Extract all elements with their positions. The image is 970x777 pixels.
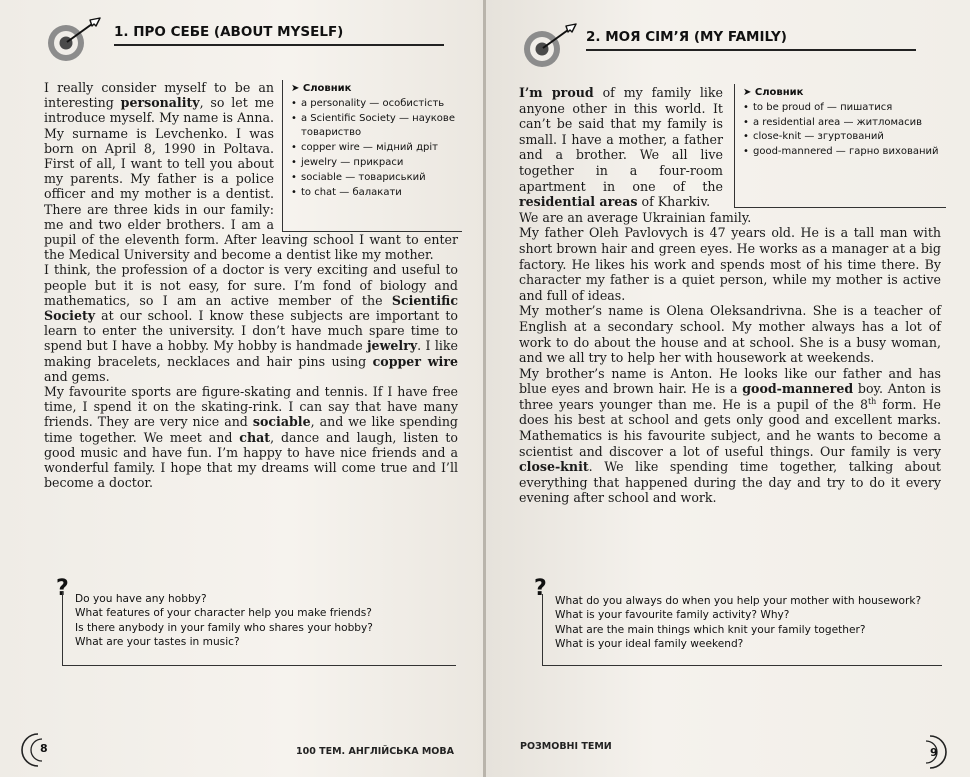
vocab-item: • a Scientific Society — наукове товариство <box>291 112 458 142</box>
title-underline <box>114 44 444 46</box>
superscript: th <box>867 396 877 406</box>
bold-term: good-mannered <box>742 381 854 397</box>
bold-term: copper wire <box>372 353 458 369</box>
bold-term: residential areas <box>519 194 638 210</box>
paragraph: My mother’s name is Olena Oleksandrivna. She is a teacher of English at a secondary school. My mother always has a lot of work to do about the house and at school. She is a busy woman, and we all try to help her with housework at weekends. <box>519 303 941 366</box>
question-item: What are your tastes in music? <box>75 635 240 648</box>
bold-term: I’m proud <box>519 85 594 100</box>
page-title: 1. ПРО СЕБЕ (ABOUT MYSELF) <box>114 24 344 40</box>
paragraph: My favourite sports are figure-skating and tennis. If I have free time, I spend it on the skating-rink. I can say that have many friends. They are very nice and sociable, and we like spending time together. We meet and chat, dance and laugh, listen to good music and have fun. I’m happy to have nice friends and a wonderful family. I hope that my dreams will come true and I’ll become a doctor. <box>44 384 458 491</box>
question-item: What is your ideal family weekend? <box>555 637 744 650</box>
vocab-float-spacer <box>723 85 941 209</box>
page-number: 9 <box>930 746 938 759</box>
bold-term: Scientific Society <box>44 292 458 324</box>
vocab-item: • close-knit — згуртований <box>743 130 942 145</box>
left-page <box>0 0 484 777</box>
vocab-item: • a residential area — житломасив <box>743 116 942 131</box>
title-underline <box>586 49 916 51</box>
vocab-item: • jewelry — прикраси <box>291 156 458 171</box>
vocab-item: • sociable — товариський <box>291 171 458 186</box>
questions-box <box>542 594 942 666</box>
vocab-item: • to be proud of — пишатися <box>743 101 942 116</box>
vocabulary-header: ➤ Словник <box>291 83 352 94</box>
vocab-item: • to chat — балакати <box>291 186 458 201</box>
question-item: Do you have any hobby? <box>75 593 207 605</box>
bold-term: sociable <box>252 414 311 430</box>
paragraph: We are an average Ukrainian family. <box>519 209 752 225</box>
question-item: What do you always do when you help your mother with housework? <box>555 595 922 607</box>
page-corner-arc-icon <box>20 730 56 770</box>
question-mark-icon: ? <box>534 576 547 601</box>
paragraph: I really consider myself to be an interesting personality, so let me introduce myself. My name is Anna. My surname is Levchenko. I was born on April 8, 1990 in Poltava. First of all, I want to tell you about my parents. My father is a police officer and my mother is a dentist. There are three kids in our family: me and two elder brothers. I am a pupil of the eleventh form. After leaving school I want to enter the Medical University and become a dentist like my mother. <box>44 80 458 263</box>
question-item: Is there anybody in your family who shares your hobby? <box>75 621 373 634</box>
bold-term: chat <box>239 429 271 445</box>
bold-term: personality <box>120 95 200 111</box>
question-item: What is your favourite family activity? Why? <box>555 609 790 622</box>
page-title: 2. МОЯ СІМ’Я (MY FAMILY) <box>586 29 787 45</box>
page-footer: 100 ТЕМ. АНГЛІЙСЬКА МОВА <box>296 746 454 757</box>
bold-term: close-knit <box>519 459 589 475</box>
question-item: What features of your character help you make friends? <box>75 607 372 620</box>
bold-term: jewelry <box>367 338 418 354</box>
page-footer: РОЗМОВНІ ТЕМИ <box>520 741 612 752</box>
paragraph: I’m proud of my family like anyone other in this world. It can’t be said that my family is small. I have a mother, a father and a brother. We all live together in a four-room apartment in one of the residential areas of Kharkiv. <box>519 85 941 210</box>
question-mark-icon: ? <box>56 576 69 601</box>
vocab-float-spacer <box>274 80 458 232</box>
question-item: What are the main things which knit your family together? <box>555 623 866 636</box>
vocab-item: • copper wire — мідний дріт <box>291 141 458 156</box>
vocabulary-header: ➤ Словник <box>743 87 804 98</box>
target-arrow-icon <box>516 22 578 70</box>
target-arrow-icon <box>40 16 102 64</box>
questions-box <box>62 592 456 666</box>
main-text <box>44 80 458 490</box>
vocab-item: • good-mannered — гарно вихований <box>743 145 942 160</box>
paragraph: My brother’s name is Anton. He looks like our father and has blue eyes and brown hair. He is a good-mannered boy. Anton is three years younger than me. He is a pupil of the 8th form. He does his best at school and gets only good and excellent marks. Mathematics is his favourite subject, and he wants to become a scientist and discover a lot of useful things. Our family is very close-knit. We like spending time together, talking about everything that happened during the day and try to do it every evening after school and work. <box>519 365 941 506</box>
page-number: 8 <box>40 742 48 755</box>
main-text <box>519 85 941 506</box>
paragraph: I think, the profession of a doctor is very exciting and useful to people but it is not easy, for sure. I’m fond of biology and mathematics, so I am an active member of the Scientific Society at our school. I know these subjects are important to learn to enter the university. I don’t have much spare time to spend but I have a hobby. My hobby is handmade jewelry. I like making bracelets, necklaces and hair pins using copper wire and gems. <box>44 262 458 384</box>
paragraph: My father Oleh Pavlovych is 47 years old. He is a tall man with short brown hair and green eyes. He works as a manager at a big factory. He likes his work and spends most of his time there. By character my father is a quiet person, while my mother is active and full of ideas. <box>519 225 941 303</box>
vocab-item: • a personality — особистість <box>291 97 458 112</box>
right-page <box>486 0 970 777</box>
